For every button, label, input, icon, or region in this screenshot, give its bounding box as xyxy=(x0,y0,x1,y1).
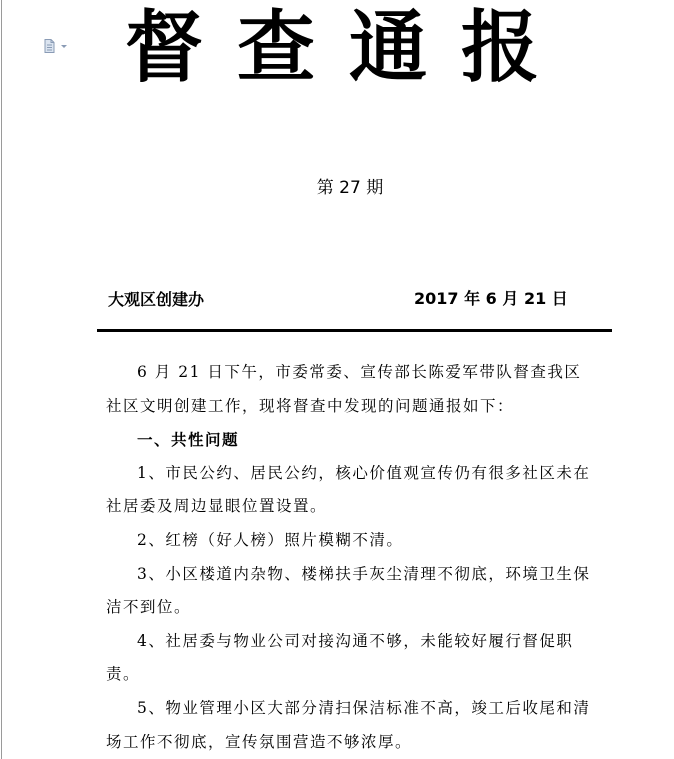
issuing-department: 大观区创建办 xyxy=(108,290,205,309)
list-item: 4、社居委与物业公司对接沟通不够，未能较好履行督促职责。 xyxy=(106,631,574,684)
document-body xyxy=(106,356,596,759)
list-item: 1、市民公约、居民公约，核心价值观宣传仍有很多社区未在社居委及周边显眼位置设置。 xyxy=(106,463,591,516)
issue-date: 2017 年 6 月 21 日 xyxy=(414,289,568,308)
document-title: 督查通报 xyxy=(124,3,573,93)
list-item: 5、物业管理小区大部分清扫保洁标准不高，竣工后收尾和清场工作不彻底，宣传氛围营造不够浓厚。 xyxy=(106,698,591,751)
section-heading: 一、共性问题 xyxy=(137,430,240,450)
list-item: 3、小区楼道内杂物、楼梯扶手灰尘清理不彻底，环境卫生保洁不到位。 xyxy=(106,564,591,617)
issue-number: 第 27 期 xyxy=(316,178,384,198)
intro-paragraph: 6 月 21 日下午，市委常委、宣传部长陈爱军带队督查我区社区文明创建工作，现将督查中发现的问题通报如下： xyxy=(106,363,582,415)
header-divider xyxy=(97,329,612,332)
list-item: 2、红榜（好人榜）照片模糊不清。 xyxy=(137,530,404,549)
page-edge-line xyxy=(1,0,2,759)
